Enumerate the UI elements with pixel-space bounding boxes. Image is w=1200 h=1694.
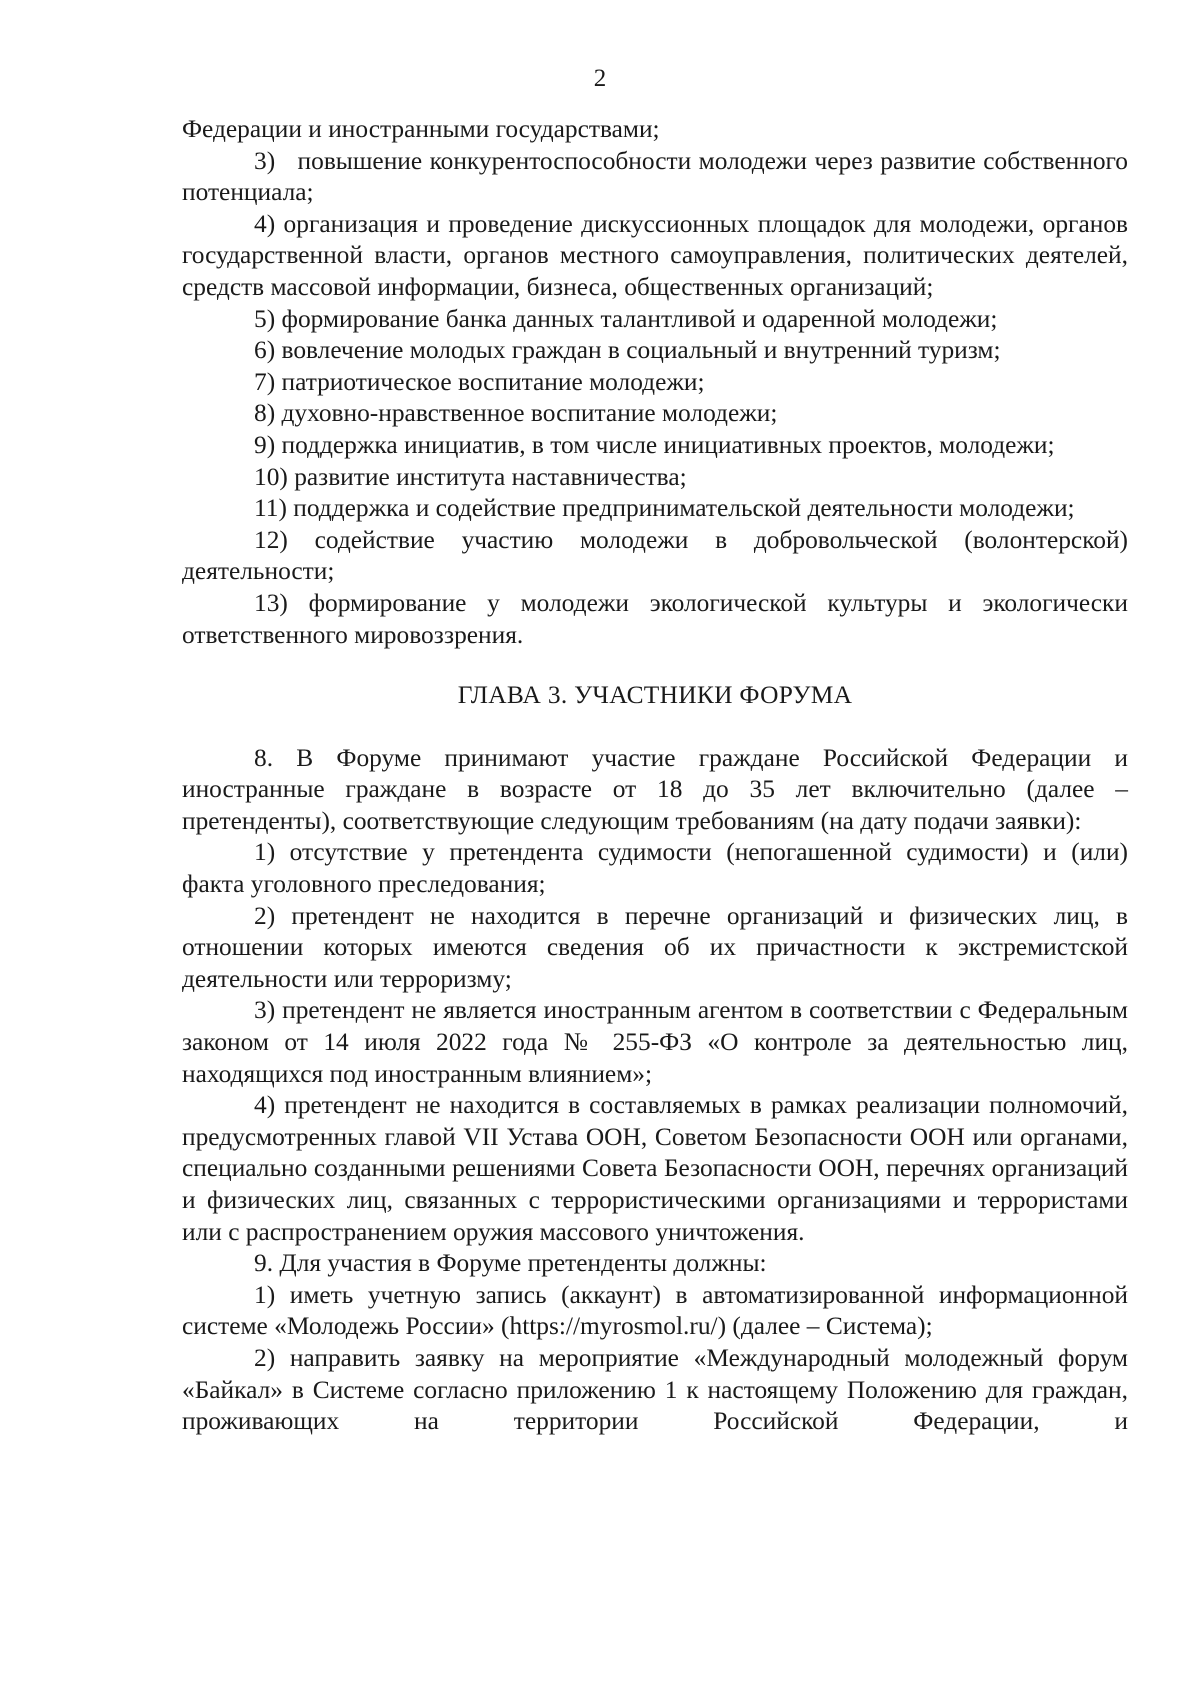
list-item: 11) поддержка и содействие предпринимательской деятельности молодежи; — [254, 494, 1075, 523]
list-item: 12) содействие участию молодежи в добровольческой (волонтерской) деятельности; — [182, 525, 1128, 586]
chapter-heading: ГЛАВА 3. УЧАСТНИКИ ФОРУМА — [457, 681, 853, 710]
list-item: 3) повышение конкурентоспособности молодежи через развитие собственного потенциала; — [182, 146, 1128, 207]
list-item: 4) претендент не находится в составляемых в рамках реализации полномочий, предусмотренных главой VII Устава ООН, Советом Безопасности ООН или органами, специально созданными решениями Совета Безопасности ООН, перечнях организаций и физических лиц, связанных с террористическими организациями и террористами или с распространением оружия массового уничтожения. — [182, 1091, 1128, 1246]
list-item: 9) поддержка инициатив, в том числе инициативных проектов, молодежи; — [254, 430, 1055, 459]
list-item: 5) формирование банка данных талантливой и одаренной молодежи; — [254, 304, 998, 333]
list-item: 1) иметь учетную запись (аккаунт) в автоматизированной информационной системе «Молодежь России» (https://myrosmol.ru/) (далее – Система); — [182, 1280, 1128, 1341]
list-item: 8) духовно-нравственное воспитание молодежи; — [254, 399, 778, 428]
list-item: 6) вовлечение молодых граждан в социальный и внутренний туризм; — [254, 336, 1001, 365]
list-item: 2) претендент не находится в перечне организаций и физических лиц, в отношении которых имеются сведения об их причастности к экстремистской деятельности или терроризму; — [182, 901, 1128, 993]
page-number: 2 — [593, 65, 607, 92]
document-body — [182, 114, 1128, 1438]
list-item: 3) претендент не является иностранным агентом в соответствии с Федеральным законом от 14 июля 2022 года № 255-ФЗ «О контроле за деятельностью лиц, находящихся под иностранным влиянием»; — [182, 996, 1128, 1088]
list-item: 4) организация и проведение дискуссионных площадок для молодежи, органов государственной власти, органов местного самоуправления, политических деятелей, средств массовой информации, бизнеса, общественных организаций; — [182, 209, 1128, 301]
list-item: 13) формирование у молодежи экологической культуры и экологически ответственного мировоззрения. — [182, 588, 1128, 649]
list-item: 7) патриотическое воспитание молодежи; — [254, 367, 705, 396]
paragraph: Федерации и иностранными государствами; — [182, 115, 660, 143]
list-item: 10) развитие института наставничества; — [254, 462, 687, 491]
list-item: 1) отсутствие у претендента судимости (непогашенной судимости) и (или) факта уголовного преследования; — [182, 838, 1128, 899]
list-item: 2) направить заявку на мероприятие «Международный молодежный форум «Байкал» в Системе согласно приложению 1 к настоящему Положению для граждан, проживающих на территории Российской Федерации, и — [182, 1343, 1128, 1436]
paragraph: 9. Для участия в Форуме претенденты должны: — [254, 1249, 767, 1278]
paragraph: 8. В Форуме принимают участие граждане Российской Федерации и иностранные граждане в возрасте от 18 до 35 лет включительно (далее – претенденты), соответствующие следующим требованиям (на дату подачи заявки): — [182, 743, 1128, 835]
